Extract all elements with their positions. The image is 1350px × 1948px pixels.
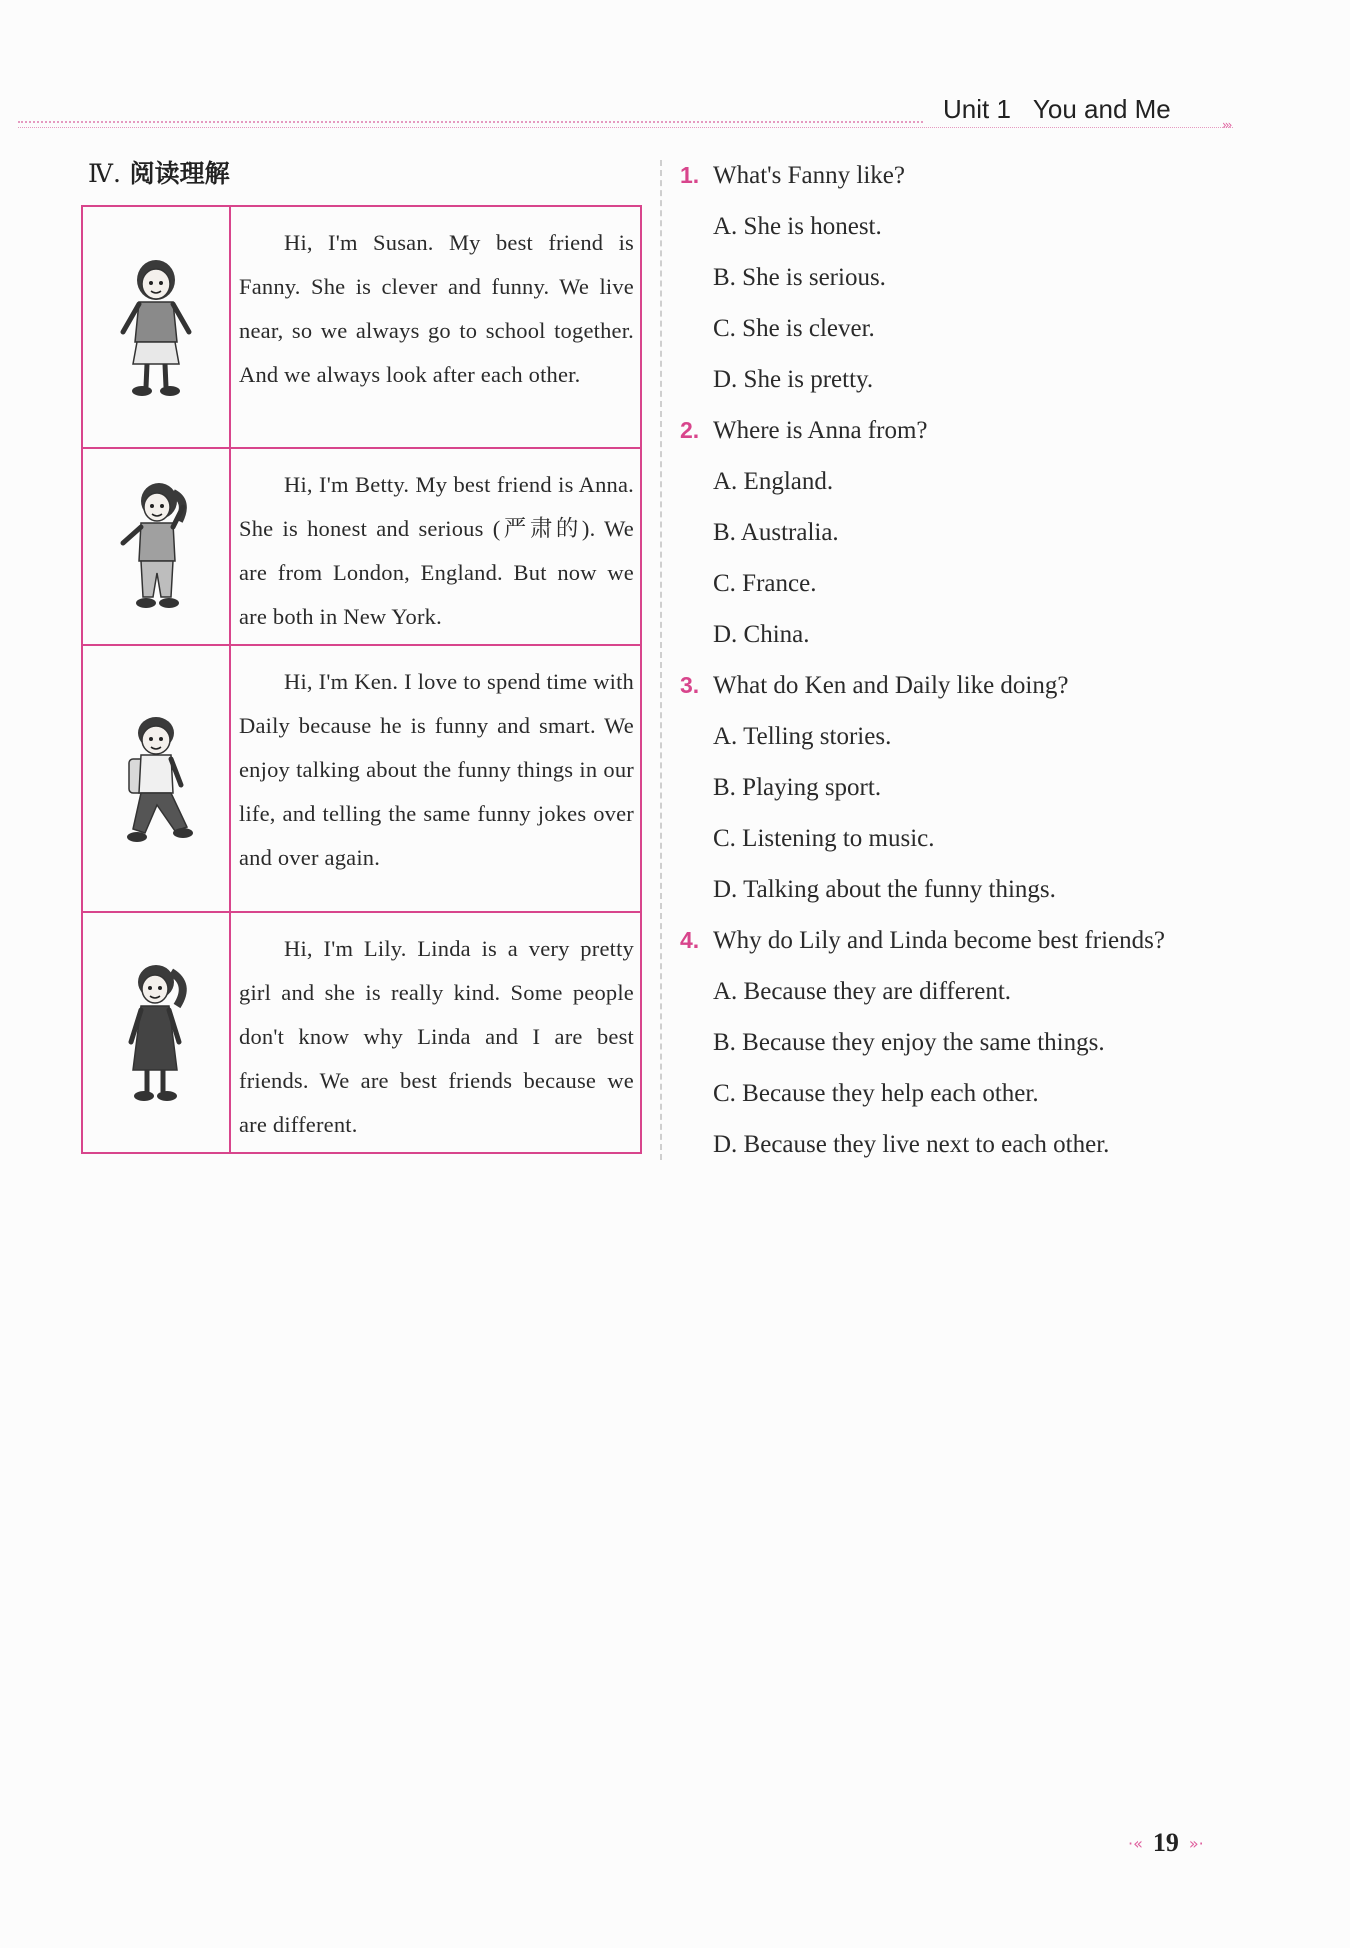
option: C. She is clever. [713, 315, 875, 342]
chevrons-icon: ››› [1222, 118, 1231, 132]
question-text: What's Fanny like? [713, 162, 905, 189]
column-divider [660, 160, 662, 1160]
passage-row-lily [83, 913, 640, 1152]
question-number: 2. [680, 417, 700, 443]
page-number [1128, 1828, 1204, 1858]
option: A. England. [713, 468, 834, 495]
girl-icon [111, 252, 201, 402]
option: A. Telling stories. [713, 723, 892, 750]
double-chevron-right-icon: »· [1188, 1833, 1204, 1853]
unit-title: You and Me [1032, 94, 1171, 124]
passage-row-betty [83, 449, 640, 646]
girl-icon [111, 477, 201, 617]
option: B. Australia. [713, 519, 839, 546]
question-1 [680, 150, 1240, 405]
unit-label: Unit 1 [943, 94, 1011, 124]
option: B. Playing sport. [713, 774, 882, 801]
section-heading [88, 154, 230, 190]
option: C. Because they help each other. [713, 1080, 1039, 1107]
option: B. Because they enjoy the same things. [713, 1029, 1105, 1056]
boy-icon [111, 709, 201, 849]
option: D. She is pretty. [713, 366, 874, 393]
question-number: 1. [680, 162, 700, 188]
option: C. France. [713, 570, 817, 597]
question-4 [680, 915, 1240, 1170]
section-title: 阅读理解 [129, 159, 230, 188]
question-number: 4. [680, 927, 700, 953]
boy-ken-illustration [83, 646, 231, 911]
header-dotted-rule [18, 121, 923, 123]
double-chevron-left-icon: ·« [1128, 1833, 1143, 1853]
option: D. Because they live next to each other. [713, 1131, 1110, 1158]
girl-icon [111, 958, 201, 1108]
girl-betty-illustration [83, 449, 231, 644]
questions [680, 150, 1240, 1170]
header-rule [18, 127, 1233, 128]
question-text: What do Ken and Daily like doing? [713, 672, 1069, 699]
section-number: Ⅳ. [88, 159, 121, 188]
passage-text: Hi, I'm Lily. Linda is a very pretty girl and she is really kind. Some people don't know why Linda and I are best friends. We are best friends because we are different. [239, 936, 634, 1137]
passage-row-ken [83, 646, 640, 913]
question-2 [680, 405, 1240, 660]
passage-text: Hi, I'm Susan. My best friend is Fanny. She is clever and funny. We live near, so we always go to school together. And we always look after each other. [239, 230, 634, 387]
girl-lily-illustration [83, 913, 231, 1152]
option: D. China. [713, 621, 810, 648]
option: B. She is serious. [713, 264, 886, 291]
question-3 [680, 660, 1240, 915]
passage-row-susan [83, 207, 640, 449]
passage-text: Hi, I'm Betty. My best friend is Anna. She is honest and serious (严肃的). We are from London, England. But now we are both in New York. [239, 472, 634, 629]
unit-header [943, 94, 1171, 125]
page-number-value: 19 [1152, 1828, 1179, 1857]
option: D. Talking about the funny things. [713, 876, 1056, 903]
girl-susan-illustration [83, 207, 231, 447]
option: C. Listening to music. [713, 825, 935, 852]
question-text: Where is Anna from? [713, 417, 928, 444]
passage-text: Hi, I'm Ken. I love to spend time with Daily because he is funny and smart. We enjoy talking about the funny things in our life, and telling the same funny jokes over and over again. [239, 669, 634, 870]
option: A. She is honest. [713, 213, 882, 240]
passage-table [81, 205, 642, 1154]
option: A. Because they are different. [713, 978, 1012, 1005]
question-text: Why do Lily and Linda become best friends? [713, 927, 1165, 954]
question-number: 3. [680, 672, 700, 698]
